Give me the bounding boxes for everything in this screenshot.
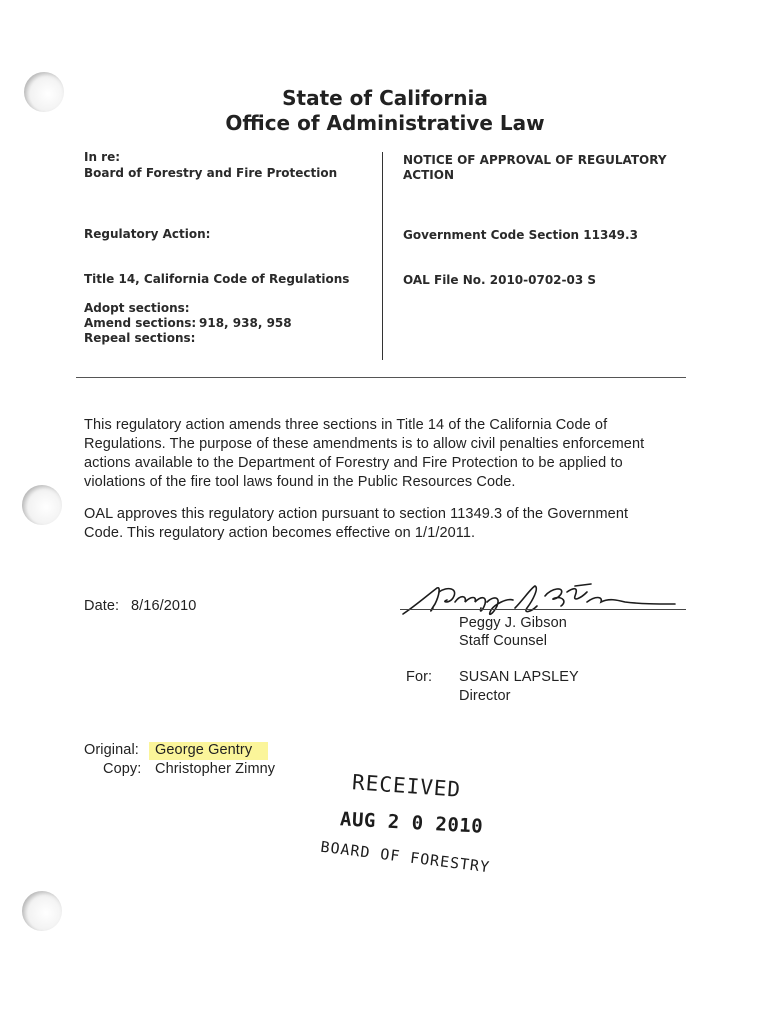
agency-name: Board of Forestry and Fire Protection	[84, 166, 338, 180]
received-stamp-title: RECEIVED	[351, 770, 462, 802]
signer-title: Staff Counsel	[459, 633, 548, 649]
copy-name: Christopher Zimny	[155, 761, 276, 777]
paragraph-line: This regulatory action amends three sections in Title 14 of the California Code of	[84, 417, 608, 433]
notice-title-line2: ACTION	[403, 168, 454, 182]
gov-code-section: Government Code Section 11349.3	[403, 228, 638, 242]
received-stamp-date: AUG 2 0 2010	[339, 808, 484, 838]
header-divider	[76, 377, 686, 378]
signer-name: Peggy J. Gibson	[459, 615, 567, 631]
page-title-office: Office of Administrative Law	[225, 111, 545, 135]
title14-label: Title 14, California Code of Regulations	[84, 272, 350, 286]
paragraph-line: violations of the fire tool laws found in the Public Resources Code.	[84, 474, 516, 490]
amend-sections-label: Amend sections:	[84, 316, 197, 330]
page-title-state: State of California	[282, 86, 488, 110]
copy-label: Copy:	[103, 761, 142, 777]
signature-line	[400, 609, 686, 610]
column-divider	[382, 152, 383, 360]
repeal-sections-label: Repeal sections:	[84, 331, 196, 345]
director-name: SUSAN LAPSLEY	[459, 669, 579, 685]
punch-hole-middle	[22, 485, 62, 525]
amend-sections-values: 918, 938, 958	[199, 316, 292, 330]
paragraph-line: actions available to the Department of Forestry and Fire Protection to be applied to	[84, 455, 623, 471]
punch-hole-bottom	[22, 891, 62, 931]
received-stamp-board: BOARD OF FORESTRY	[319, 837, 491, 877]
paragraph-line: OAL approves this regulatory action pursuant to section 11349.3 of the Government	[84, 506, 629, 522]
notice-title-line1: NOTICE OF APPROVAL OF REGULATORY	[403, 153, 667, 167]
date-label: Date:	[84, 598, 120, 614]
adopt-sections-label: Adopt sections:	[84, 301, 190, 315]
date-value: 8/16/2010	[131, 598, 197, 614]
original-label: Original:	[84, 742, 139, 758]
paragraph-description	[84, 416, 684, 492]
original-name-highlight: George Gentry	[149, 742, 268, 760]
for-label: For:	[406, 669, 433, 685]
paragraph-line: Regulations. The purpose of these amendments is to allow civil penalties enforcement	[84, 436, 645, 452]
in-re-label: In re:	[84, 150, 121, 164]
oal-file-number: OAL File No. 2010-0702-03 S	[403, 273, 597, 287]
paragraph-line: Code. This regulatory action becomes effective on 1/1/2011.	[84, 525, 476, 541]
original-name	[155, 741, 268, 760]
regulatory-action-label: Regulatory Action:	[84, 227, 211, 241]
director-title: Director	[459, 688, 511, 704]
paragraph-approval	[84, 505, 684, 543]
